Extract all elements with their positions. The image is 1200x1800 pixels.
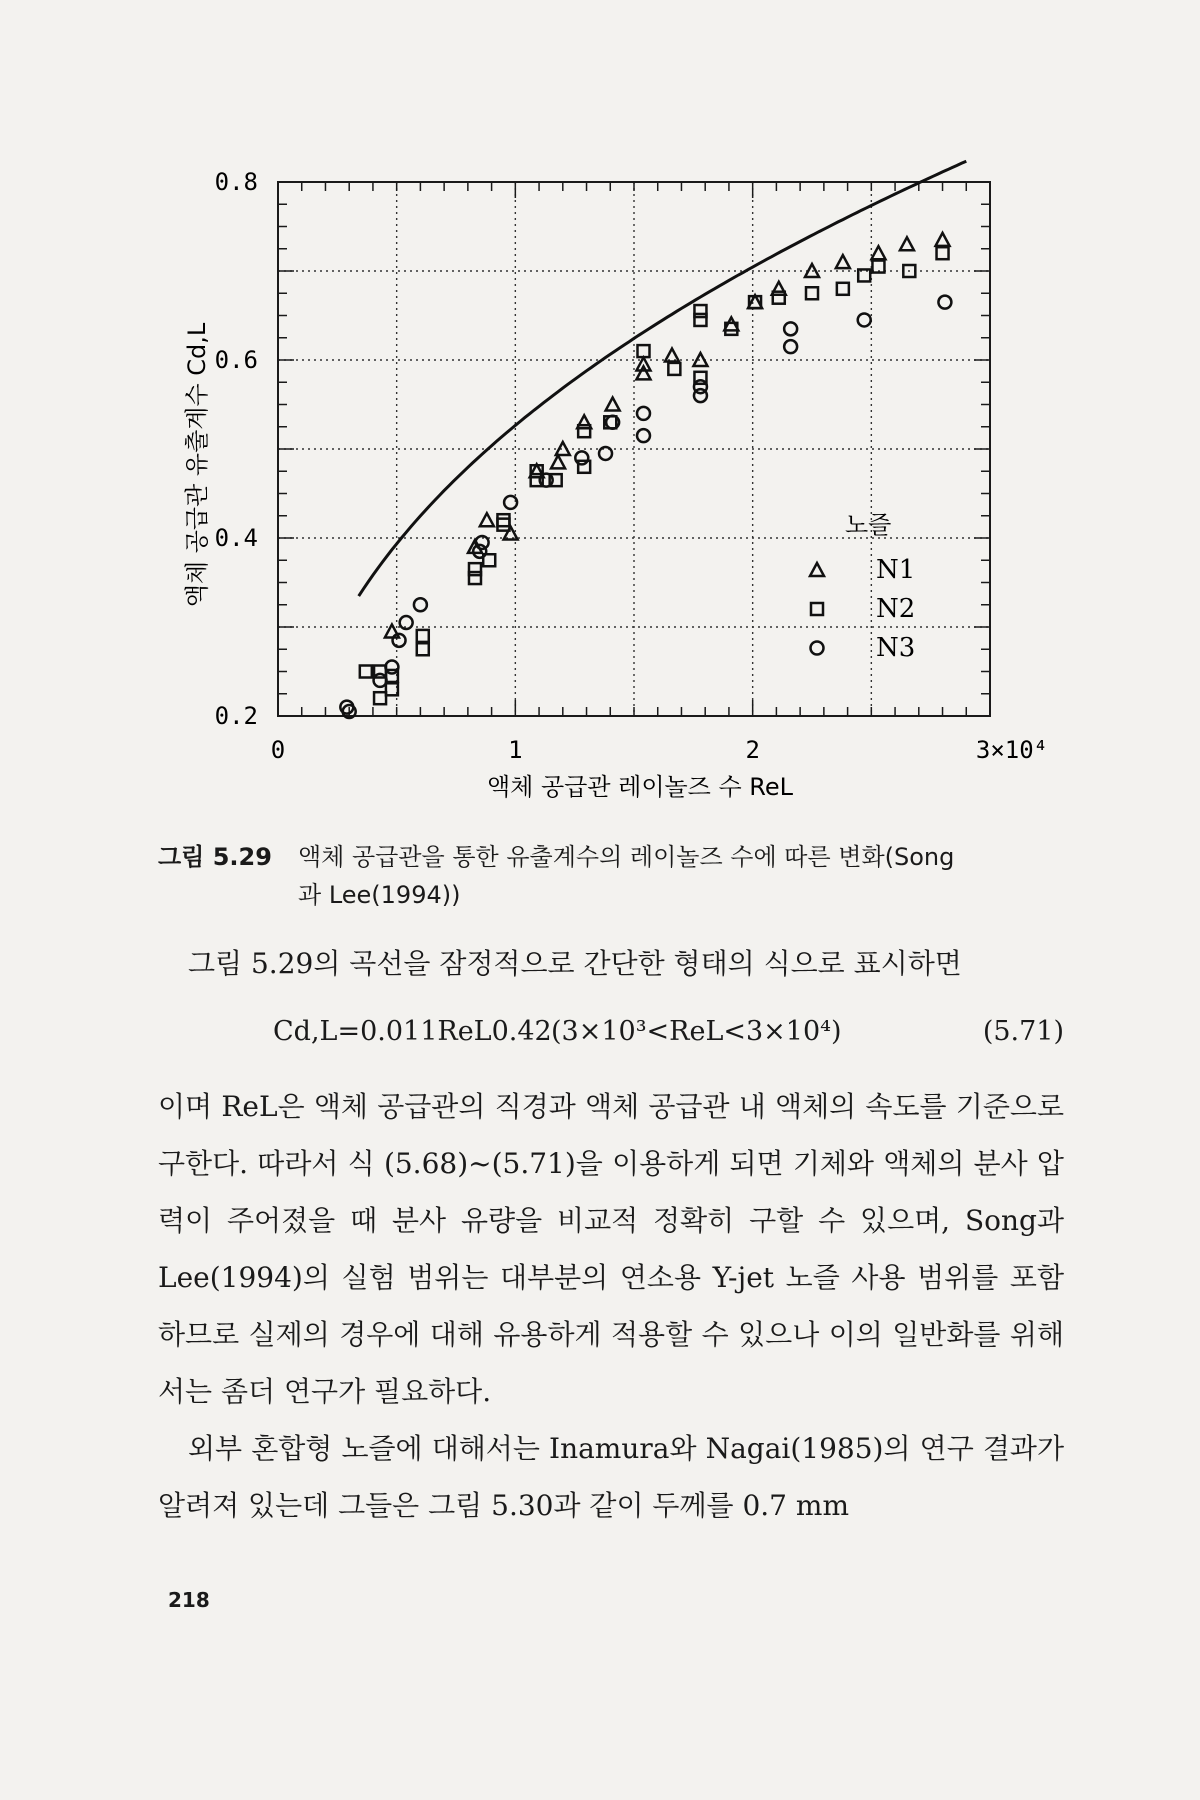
n2-point [417,630,429,642]
n1-point [936,233,950,246]
legend-label-n1: N1 [876,555,916,585]
n2-point [360,666,372,678]
n1-point [665,349,679,362]
n3-point [858,313,871,326]
n2-point [694,305,706,317]
n2-point [497,519,509,531]
n2-point [773,292,785,304]
n2-point [837,283,849,295]
legend-marker-n3 [811,642,824,655]
n1-point [556,442,570,455]
n3-point [637,407,650,420]
n2-point [469,563,481,575]
data-points [340,233,951,718]
n1-point [480,513,494,526]
n3-point [414,598,427,611]
n1-point [836,255,850,268]
n3-point [938,296,951,309]
y-tick-label: 0.6 [214,346,258,374]
n3-point [374,674,387,687]
n2-point [417,643,429,655]
legend-label-n2: N2 [876,594,916,624]
legend-label-n3: N3 [876,633,916,663]
n2-point [668,363,680,375]
n2-point [497,514,509,526]
y-tick-label: 0.2 [214,702,258,730]
n3-point [784,340,797,353]
x-axis-label: 액체 공급관 레이놀즈 수 ReL [486,773,794,800]
n3-point [575,451,588,464]
n3-point [599,447,612,460]
caption-text-cont: 과 Lee(1994)) [298,881,461,909]
caption-text: 액체 공급관을 통한 유출계수의 레이놀즈 수에 따른 변화(Song [298,843,955,871]
n1-point [871,246,885,259]
y-tick-label: 0.8 [214,168,258,196]
x-tick-label: 3×10⁴ [975,736,1049,764]
chart-legend [810,511,915,663]
n2-point [469,572,481,584]
tick-labels [215,168,1048,764]
n3-point [504,496,517,509]
body-paragraph-3: 외부 혼합형 노즐에 대해서는 Inamura와 Nagai(1985)의 연구 결과가 알려져 있는데 그들은 그림 5.30과 같이 두께를 0.7 mm [158,1432,1064,1522]
intro-paragraph: 그림 5.29의 곡선을 잠정적으로 간단한 형태의 식으로 표시하면 [188,947,962,980]
n1-point [693,353,707,366]
n2-point [374,692,386,704]
n2-point [578,425,590,437]
n1-point [900,237,914,250]
n3-point [784,322,797,335]
page-number: 218 [168,1588,210,1612]
legend-marker-n2 [811,603,823,615]
n2-point [806,287,818,299]
x-tick-label: 0 [270,736,286,764]
legend-marker-n1 [810,563,824,576]
n2-point [694,314,706,326]
n3-point [400,616,413,629]
n1-point [551,455,565,468]
equation-line [158,1016,1064,1056]
equation-range: (3×10³<ReL<3×10⁴) [551,1016,842,1047]
y-axis-label: 액체 공급관 유출계수 Cd,L [183,322,211,608]
y-tick-label: 0.4 [214,524,258,552]
figure-caption [158,838,1058,914]
n3-point [385,661,398,674]
n2-point [937,247,949,259]
caption-number: 그림 5.29 [158,843,272,871]
n3-point [694,380,707,393]
n1-point [606,398,620,411]
x-tick-label: 1 [508,736,523,764]
n3-point [637,429,650,442]
equation-number: (5.71) [982,1016,1064,1047]
equation-formula: Cd,L=0.011ReL0.42 [273,1016,552,1047]
x-tick-label: 2 [745,736,760,764]
legend-title: 노즐 [845,511,892,539]
reynolds-discharge-chart [0,0,1200,800]
body-paragraph-2: 이며 ReL은 액체 공급관의 직경과 액체 공급관 내 액체의 속도를 기준으로 구한다. 따라서 식 (5.68)~(5.71)을 이용하게 되면 기체와 액체의 분사 압력이 주어졌을 때 분사 유량을 비교적 정확히 구할 수 있으며, Song과 Lee(1994)의 실험 범위는 대부분의 연소용 Y-jet 노즐 사용 범위를 포함하므로 실제의 경우에 대해 유용하게 적용할 수 있으나 이의 일반화를 위해서는 좀더 연구가 필요하다. [158,1090,1064,1408]
